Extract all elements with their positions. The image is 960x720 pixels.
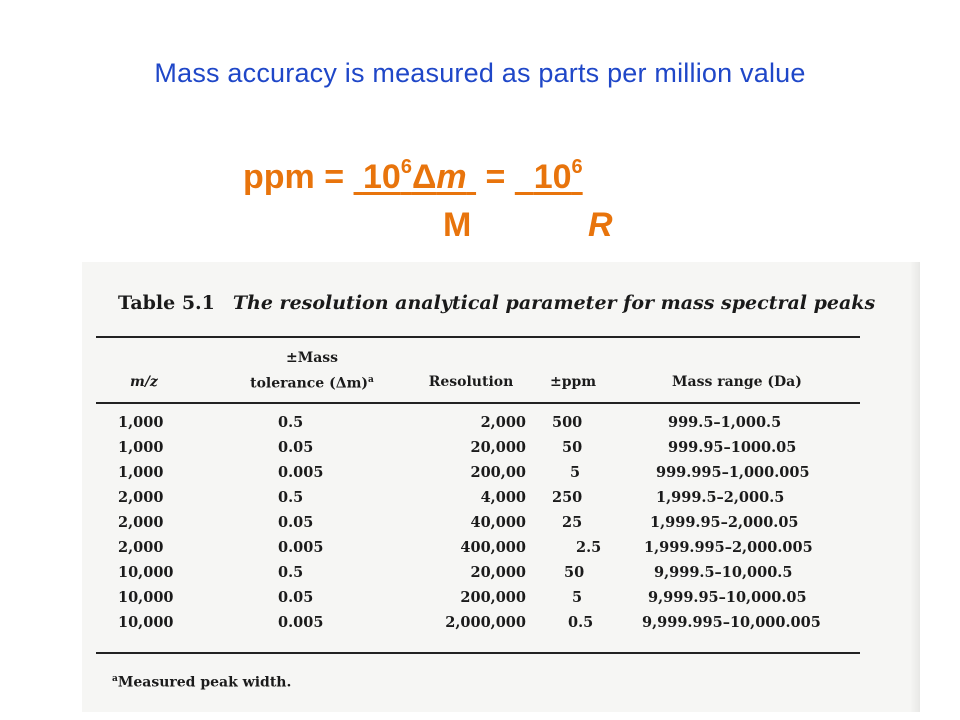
cell-tolerance: 0.005 — [278, 464, 324, 481]
cell-mz: 10,000 — [118, 564, 174, 581]
formula-lhs: ppm = — [243, 158, 354, 196]
cell-tolerance: 0.5 — [278, 564, 304, 581]
cell-tolerance: 0.005 — [278, 539, 324, 556]
cell-ppm: 500 — [552, 414, 583, 431]
cell-mass-range: 1,999.5–2,000.5 — [656, 489, 785, 506]
cell-mz: 2,000 — [118, 489, 164, 506]
cell-mass-range: 999.95–1000.05 — [668, 439, 797, 456]
cell-tolerance: 0.005 — [278, 614, 324, 631]
scanned-table-image — [82, 262, 920, 712]
cell-ppm: 50 — [564, 564, 585, 581]
cell-ppm: 0.5 — [568, 614, 594, 631]
cell-mass-range: 999.5–1,000.5 — [668, 414, 782, 431]
cell-mz: 1,000 — [118, 464, 164, 481]
cell-mz: 1,000 — [118, 439, 164, 456]
formula-equals: = — [476, 158, 515, 196]
cell-mass-range: 9,999.95–10,000.05 — [648, 589, 807, 606]
cell-resolution: 200,000 — [460, 589, 526, 606]
cell-ppm: 5 — [572, 589, 583, 606]
cell-mass-range: 9,999.995–10,000.005 — [642, 614, 821, 631]
cell-tolerance: 0.05 — [278, 589, 314, 606]
table-bottom-rule — [96, 652, 860, 654]
cell-resolution: 200,00 — [470, 464, 526, 481]
cell-mz: 1,000 — [118, 414, 164, 431]
headline: Mass accuracy is measured as parts per million value — [154, 58, 806, 88]
formula-numerator-2: $10^6$ — [533, 155, 583, 196]
cell-resolution: 20,000 — [470, 564, 526, 581]
header-mass-range: Mass range (Da) — [672, 374, 802, 390]
cell-tolerance: 0.05 — [278, 439, 314, 456]
cell-mass-range: 1,999.95–2,000.05 — [650, 514, 799, 531]
table-caption: The resolution analytical parameter for mass spectral peaks — [232, 292, 876, 314]
cell-resolution: 2,000 — [480, 414, 526, 431]
formula-denominator-m: M — [443, 206, 472, 244]
cell-resolution: 40,000 — [470, 514, 526, 531]
cell-mass-range: 1,999.995–2,000.005 — [644, 539, 813, 556]
table-footnote: $^a$Measured peak width. — [112, 674, 292, 691]
formula-numerator-1: $10^6\Delta m$ — [362, 155, 467, 196]
table-title — [118, 292, 875, 314]
cell-ppm: 2.5 — [576, 539, 602, 556]
ppm-formula — [243, 155, 583, 197]
header-tolerance-line1: ±Mass — [285, 350, 339, 366]
cell-tolerance: 0.05 — [278, 514, 314, 531]
cell-mz: 10,000 — [118, 589, 174, 606]
cell-resolution: 2,000,000 — [445, 614, 526, 631]
cell-mz: 2,000 — [118, 539, 164, 556]
cell-mass-range: 999.995–1,000.005 — [656, 464, 810, 481]
cell-mz: 2,000 — [118, 514, 164, 531]
cell-resolution: 400,000 — [460, 539, 526, 556]
scan-shadow — [910, 262, 920, 712]
header-tolerance-line2: tolerance $(\Delta m)^a$ — [250, 375, 374, 392]
cell-mass-range: 9,999.5–10,000.5 — [654, 564, 793, 581]
formula-denominator-r: R — [588, 206, 613, 244]
cell-ppm: 5 — [570, 464, 581, 481]
cell-ppm: 250 — [552, 489, 583, 506]
header-mz: m/z — [130, 374, 158, 390]
header-ppm: ±ppm — [550, 374, 597, 390]
formula-denominators — [0, 206, 960, 250]
table-top-rule — [96, 336, 860, 338]
table-header-rule — [96, 402, 860, 404]
header-resolution: Resolution — [428, 374, 514, 390]
table-number: Table 5.1 — [118, 292, 215, 314]
cell-ppm: 25 — [562, 514, 583, 531]
cell-resolution: 4,000 — [480, 489, 526, 506]
cell-tolerance: 0.5 — [278, 414, 304, 431]
cell-resolution: 20,000 — [470, 439, 526, 456]
cell-mz: 10,000 — [118, 614, 174, 631]
cell-tolerance: 0.5 — [278, 489, 304, 506]
cell-ppm: 50 — [562, 439, 583, 456]
